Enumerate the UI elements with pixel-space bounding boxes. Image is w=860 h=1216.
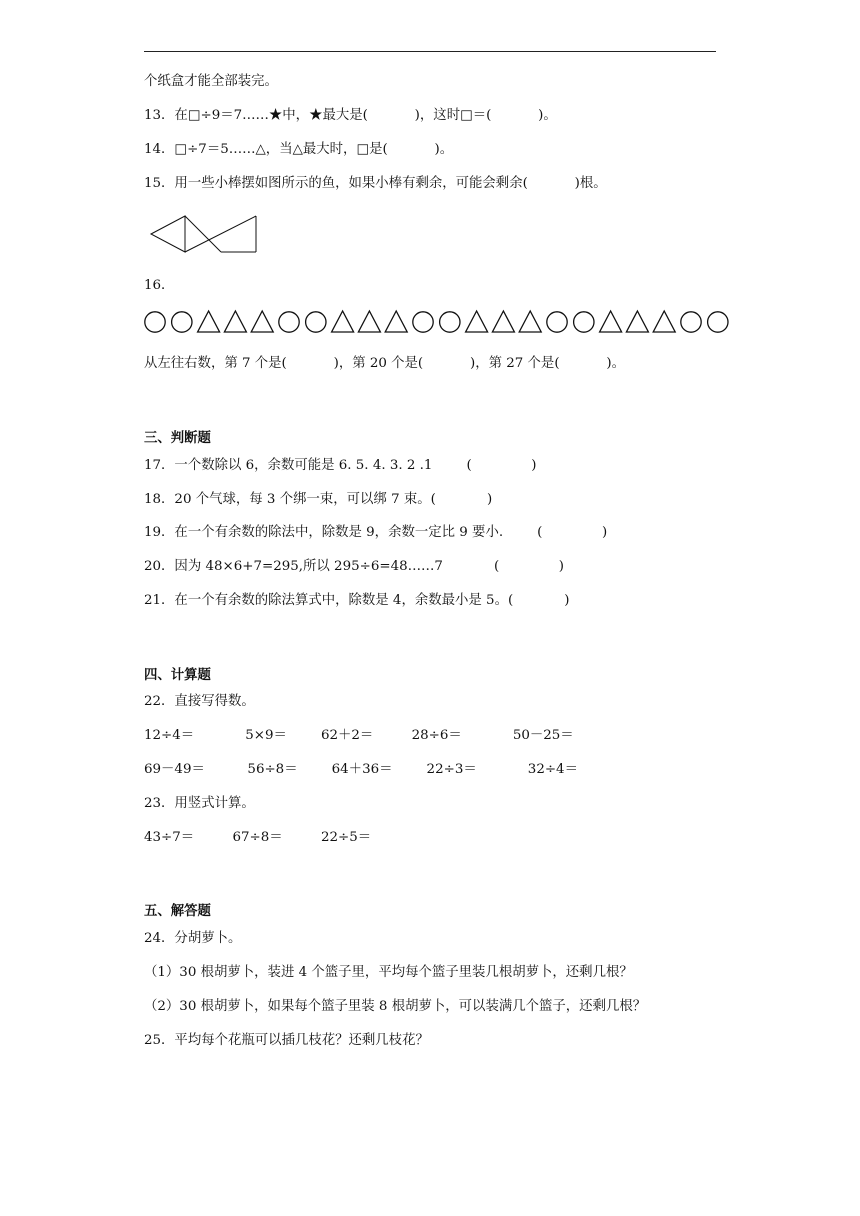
question-17: 17．一个数除以 6，余数可能是 6. 5. 4. 3. 2 .1 ( ) (144, 458, 537, 473)
question-24-part-2: （2）30 根胡萝卜，如果每个篮子里装 8 根胡萝卜，可以装满几个篮子，还剩几根？ (144, 999, 647, 1014)
section-5-heading: 五、解答题 (144, 903, 211, 919)
header-rule (144, 51, 716, 52)
triangle-shape (385, 311, 407, 332)
question-19: 19．在一个有余数的除法中，除数是 9，余数一定比 9 要小. ( ) (144, 525, 608, 540)
calc-row-1: 12÷4＝ 5×9＝ 62＋2＝ 28÷6＝ 50－25＝ (144, 728, 574, 743)
circle-shape (279, 312, 299, 332)
section-4-heading: 四、计算题 (144, 667, 211, 683)
triangle-shape (519, 311, 541, 332)
triangle-shape (198, 311, 220, 332)
question-22: 22．直接写得数。 (144, 694, 255, 709)
question-14: 14．□÷7＝5……△，当△最大时，□是( )。 (144, 142, 454, 157)
circle-shape (547, 312, 567, 332)
question-24-part-1: （1）30 根胡萝卜，装进 4 个篮子里，平均每个篮子里装几根胡萝卜，还剩几根？ (144, 965, 633, 980)
question-16-text: 从左往右数，第 7 个是( )，第 20 个是( )，第 27 个是( )。 (144, 356, 625, 371)
triangle-shape (626, 311, 648, 332)
triangle-shape (653, 311, 675, 332)
question-18: 18．20 个气球，每 3 个绑一束，可以绑 7 束。( ) (144, 492, 493, 507)
circle-shape (172, 312, 192, 332)
circle-shape (708, 312, 728, 332)
triangle-shape (332, 311, 354, 332)
circle-shape (574, 312, 594, 332)
circle-shape (413, 312, 433, 332)
circle-shape (681, 312, 701, 332)
triangle-shape (600, 311, 622, 332)
question-15: 15．用一些小棒摆如图所示的鱼，如果小棒有剩余，可能会剩余( )根。 (144, 176, 607, 191)
calc-row-2: 69－49＝ 56÷8＝ 64＋36＝ 22÷3＝ 32÷4＝ (144, 762, 578, 777)
triangle-shape (358, 311, 380, 332)
calc-row-3: 43÷7＝ 67÷8＝ 22÷5＝ (144, 830, 372, 845)
circle-shape (306, 312, 326, 332)
triangle-shape (224, 311, 246, 332)
q12-continuation: 个纸盒才能全部装完。 (144, 74, 278, 89)
triangle-shape (466, 311, 488, 332)
question-24: 24．分胡萝卜。 (144, 931, 242, 946)
question-25: 25．平均每个花瓶可以插几枝花？还剩几枝花？ (144, 1033, 429, 1048)
question-20: 20．因为 48×6+7=295,所以 295÷6=48……7 ( ) (144, 559, 565, 574)
question-13: 13．在□÷9＝7……★中，★最大是( )，这时□＝( )。 (144, 108, 557, 123)
triangle-shape (492, 311, 514, 332)
fish-figure (148, 212, 260, 256)
question-16: 16． (144, 278, 175, 293)
triangle-shape (251, 311, 273, 332)
question-23: 23．用竖式计算。 (144, 796, 255, 811)
section-3-heading: 三、判断题 (144, 430, 211, 446)
question-21: 21．在一个有余数的除法算式中，除数是 4，余数最小是 5。( ) (144, 593, 570, 608)
shape-sequence (144, 309, 736, 335)
circle-shape (440, 312, 460, 332)
circle-shape (145, 312, 165, 332)
